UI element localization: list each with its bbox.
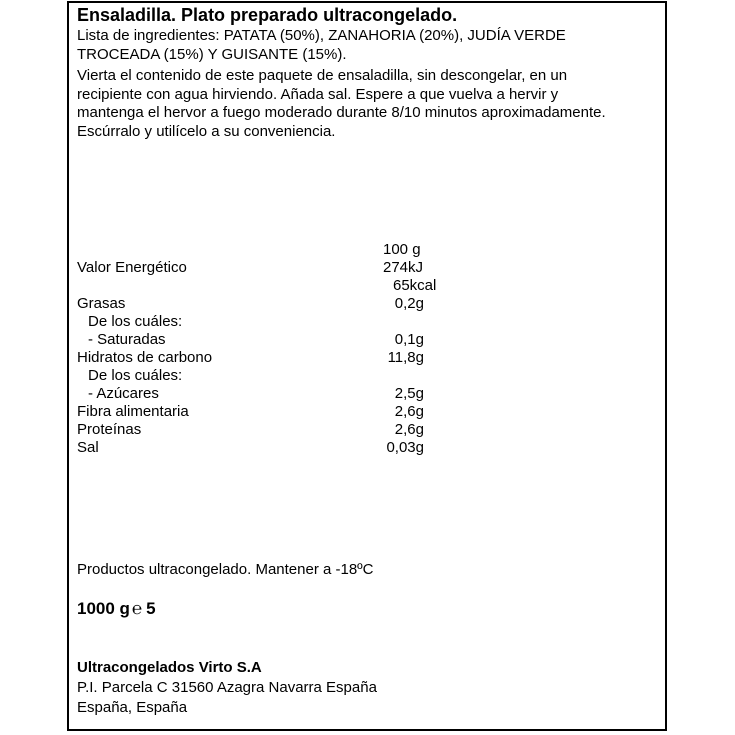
carbs-of-which-label: De los cuáles: (88, 367, 183, 384)
company-country: España, España (77, 699, 188, 716)
salt-value: 0,03g (386, 439, 424, 456)
ingredients-line-2: TROCEADA (15%) Y GUISANTE (15%). (77, 45, 347, 63)
protein-label: Proteínas (77, 421, 142, 438)
fat-value: 0,2g (394, 295, 424, 312)
product-title: Ensaladilla. Plato preparado ultracongelado. (77, 5, 458, 25)
energy-label: Valor Energético (77, 259, 187, 276)
sugars-label: - Azúcares (88, 385, 159, 402)
saturates-label: - Saturadas (88, 331, 166, 348)
energy-kj-value: 274kJ (383, 259, 424, 276)
company-name: Ultracongelados Virto S.A (77, 659, 262, 676)
nutrition-per-header: 100 g (383, 241, 421, 258)
instructions-line-1: Vierta el contenido de este paquete de ensaladilla, sin descongelar, en un (77, 67, 568, 84)
fibre-value: 2,6g (394, 403, 424, 420)
instructions-line-2: recipiente con agua hirviendo. Añada sal. Espere a que vuelva a hervir y (77, 85, 559, 103)
estimated-sign-icon: ℮ (131, 599, 143, 618)
sugars-value: 2,5g (394, 385, 424, 402)
instructions-line-4: Escúrralo y utilícelo a su conveniencia. (77, 122, 336, 140)
fat-of-which-label: De los cuáles: (88, 313, 183, 330)
instructions-line-3: mantenga el hervor a fuego moderado durante 8/10 minutos aproximadamente. (77, 104, 606, 121)
net-quantity (77, 599, 156, 619)
carbs-value: 11,8g (387, 349, 424, 366)
company-address: P.I. Parcela C 31560 Azagra Navarra España (77, 679, 377, 696)
saturates-value: 0,1g (394, 331, 424, 348)
net-weight: 1000 g (77, 599, 130, 618)
ingredients-line-1: Lista de ingredientes: PATATA (50%), ZANAHORIA (20%), JUDÍA VERDE (77, 27, 566, 44)
storage-note: Productos ultracongelado. Mantener a -18ºC (77, 561, 374, 578)
protein-value: 2,6g (394, 421, 424, 438)
energy-kcal-value: 65kcal (393, 277, 437, 294)
fibre-label: Fibra alimentaria (77, 403, 189, 420)
carbs-label: Hidratos de carbono (77, 349, 213, 366)
salt-label: Sal (77, 439, 99, 456)
fat-label: Grasas (77, 295, 126, 312)
instructions-block (77, 67, 662, 141)
ingredients-block (77, 27, 662, 64)
portions-count: 5 (146, 599, 156, 618)
